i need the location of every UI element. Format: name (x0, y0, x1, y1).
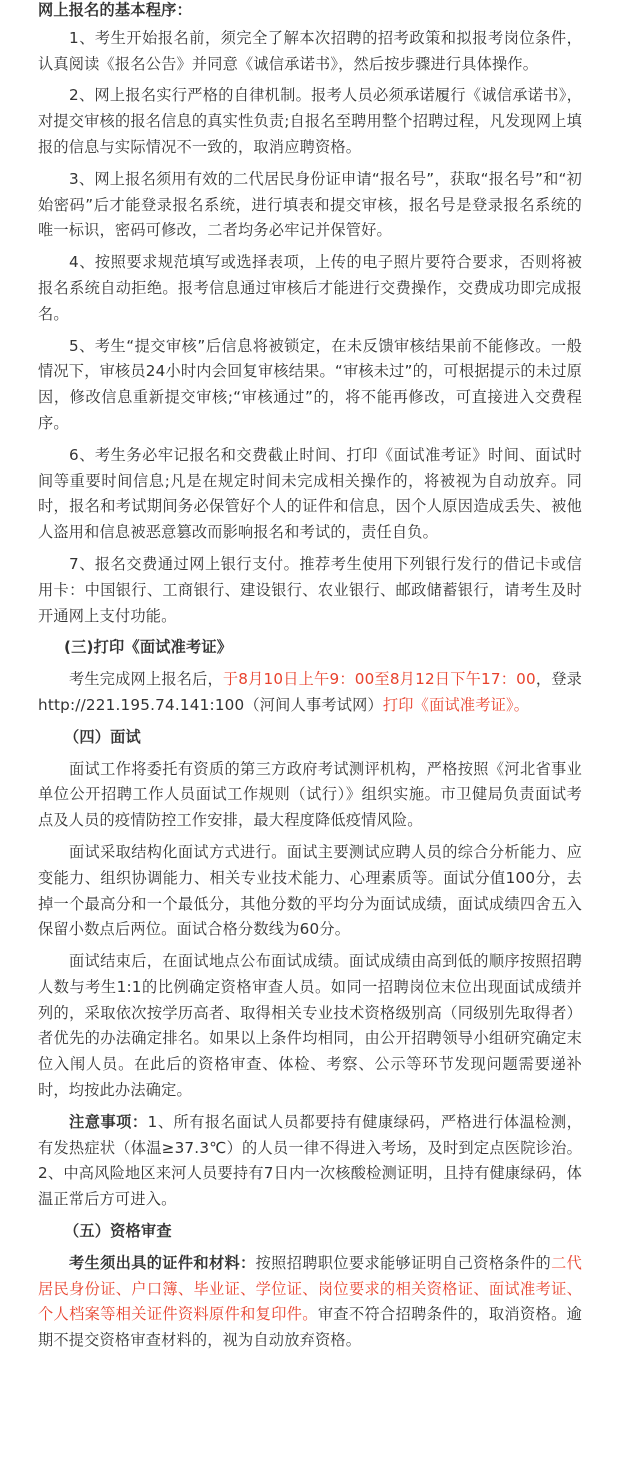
section-3-text-pre: 考生完成网上报名后， (69, 670, 223, 689)
notice-text: 1、所有报名面试人员都要持有健康绿码，严格进行体温检测，有发热症状（体温≥37.3℃）的人员一律不得进入考场，及时到定点医院诊治。2、中高风险地区来河人员要持有7日内一次核酸检测证明，且持有健康绿码，体温正常后方可进入。 (38, 1112, 583, 1209)
admit-card-print-time: 于8月10日上午9：00至8月12日下午17：00 (222, 670, 536, 689)
section-5-paragraph (38, 1251, 582, 1354)
section-4-paragraph-1: 面试工作将委托有资质的第三方政府考试测评机构，严格按照《河北省事业单位公开招聘工作人员面试工作规则（试行）》组织实施。市卫健局负责面试考点及人员的疫情防控工作安排，最大程度降低疫情风险。 (38, 759, 582, 830)
section-4-paragraph-3: 面试结束后，在面试地点公布面试成绩。面试成绩由高到低的顺序按照招聘人数与考生1:1的比例确定资格审查人员。如同一招聘岗位末位出现面试成绩并列的，采取依次按学历高者、取得相关专业技术资格级别高（同级别先取得者）者优先的办法确定排名。如果以上条件均相同，由公开招聘领导小组研究确定末位入闱人员。在此后的资格审查、体检、考察、公示等环节发现问题需要递补时，均按此办法确定。 (38, 952, 582, 1100)
section-3-title: (三)打印《面试准考证》 (64, 638, 233, 657)
required-documents: 二代居民身份证、户口簿、毕业证、学位证、岗位要求的相关资格证、面试准考证、个人档案等相关证件资料原件和复印件。 (38, 1253, 582, 1324)
procedure-item-6: 6、考生务必牢记报名和交费截止时间、打印《面试准考证》时间、面试时间等重要时间信息;凡是在规定时间未完成相关操作的，将被视为自动放弃。同时，报名和考试期间务必保管好个人的证件和信息，因个人原因造成丢失、被他人盗用和信息被恶意篡改而影响报名和考试的，责任自负。 (38, 445, 582, 542)
section-3-paragraph (38, 667, 582, 719)
procedure-item-1: 1、考生开始报名前，须完全了解本次招聘的招考政策和拟报考岗位条件，认真阅读《报名公告》并同意《诚信承诺书》，然后按步骤进行具体操作。 (38, 28, 582, 73)
notice-paragraph (38, 1110, 582, 1213)
procedure-item-7: 7、报名交费通过网上银行支付。推荐考生使用下列银行发行的借记卡或信用卡：中国银行、工商银行、建设银行、农业银行、邮政储蓄银行，请考生及时开通网上支付功能。 (38, 554, 582, 625)
materials-label: 考生须出具的证件和材料： (69, 1253, 256, 1272)
section-3-text-mid: ，登录http://221.195.74.141:100（河间人事考试网） (38, 670, 582, 714)
procedure-heading: 网上报名的基本程序： (38, 1, 192, 19)
procedure-item-5: 5、考生“提交审核”后信息将被锁定，在未反馈审核结果前不能修改。一般情况下，审核员24小时内会回复审核结果。“审核未过”的，可根据提示的未过原因，修改信息重新提交审核;“审核通过”的，将不能再修改，可直接进入交费程序。 (38, 336, 582, 432)
section-4-title: （四）面试 (64, 727, 141, 746)
notice-label: 注意事项： (69, 1112, 148, 1131)
materials-text-1: 按照招聘职位要求能够证明自己资格条件的 (255, 1253, 552, 1272)
procedure-item-4: 4、按照要求规范填写或选择表项，上传的电子照片要符合要求，否则将被报名系统自动拒绝。报考信息通过审核后才能进行交费操作，交费成功即完成报名。 (38, 253, 582, 323)
print-admit-card-text: 打印《面试准考证》。 (382, 695, 530, 714)
procedure-item-3: 3、网上报名须用有效的二代居民身份证申请“报名号”，获取“报名号”和“初始密码”后才能登录报名系统，进行填表和提交审核，报名号是登录报名系统的唯一标识，密码可修改，二者均务必牢记并保管好。 (38, 169, 582, 240)
materials-text-2: 审查不符合招聘条件的，取消资格。逾期不提交资格审查材料的，视为自动放弃资格。 (38, 1305, 582, 1350)
section-4-paragraph-2: 面试采取结构化面试方式进行。面试主要测试应聘人员的综合分析能力、应变能力、组织协调能力、相关专业技术能力、心理素质等。面试分值100分，去掉一个最高分和一个最低分，其他分数的平均分为面试成绩，面试成绩四舍五入保留小数点后两位。面试合格分数线为60分。 (38, 842, 582, 939)
section-5-title: （五）资格审查 (64, 1222, 172, 1241)
procedure-item-2: 2、网上报名实行严格的自律机制。报考人员必须承诺履行《诚信承诺书》，对提交审核的报名信息的真实性负责;自报名至聘用整个招聘过程，凡发现网上填报的信息与实际情况不一致的，取消应聘资格。 (38, 86, 582, 156)
